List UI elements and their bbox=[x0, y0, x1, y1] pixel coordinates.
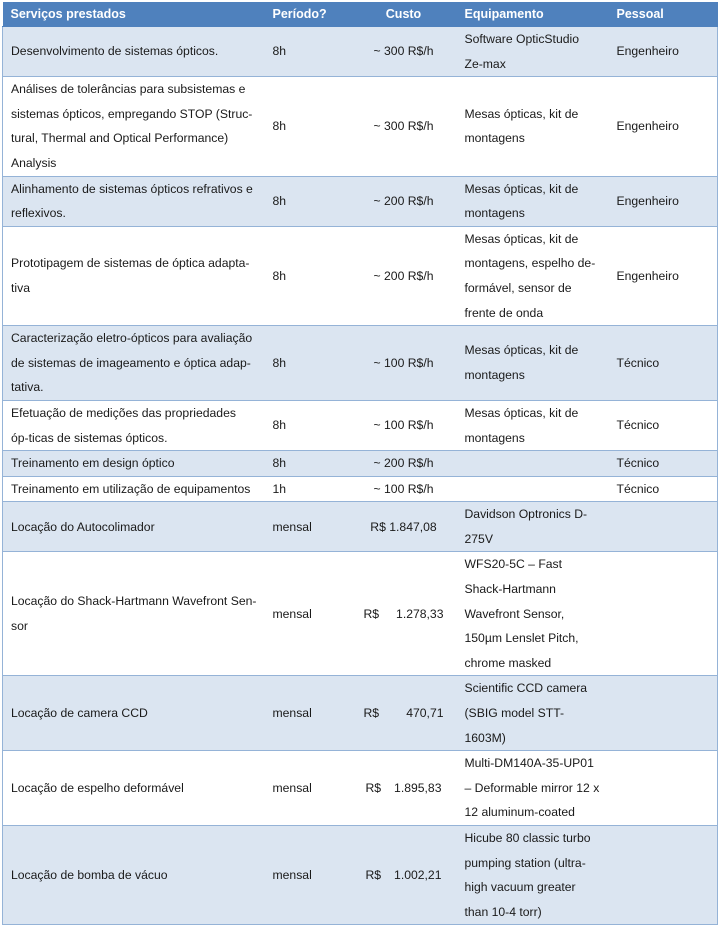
service-cell: Locação do Shack-Hartmann Wavefront Sen-sor bbox=[3, 552, 265, 676]
service-cell: Análises de tolerâncias para subsistemas e sistemas ópticos, empregando STOP (Struc-tural, Thermal and Optical Performance) Analysis bbox=[3, 77, 265, 176]
staff-cell: Técnico bbox=[609, 476, 718, 502]
cost-cell: ~ 200 R$/h bbox=[351, 451, 457, 477]
table-row bbox=[3, 451, 718, 477]
equipment-cell: Scientific CCD camera (SBIG model STT-1603M) bbox=[457, 676, 609, 751]
table-row bbox=[3, 176, 718, 226]
table-row bbox=[3, 676, 718, 751]
period-cell: mensal bbox=[265, 751, 351, 826]
table-row bbox=[3, 826, 718, 925]
period-cell: mensal bbox=[265, 826, 351, 925]
cost-cell: ~ 100 R$/h bbox=[351, 400, 457, 450]
service-cell: Locação do Autocolimador bbox=[3, 502, 265, 552]
table-row bbox=[3, 552, 718, 676]
staff-cell: Engenheiro bbox=[609, 77, 718, 176]
equipment-cell: Davidson Optronics D-275V bbox=[457, 502, 609, 552]
period-cell: 1h bbox=[265, 476, 351, 502]
staff-cell: Técnico bbox=[609, 451, 718, 477]
period-cell: 8h bbox=[265, 176, 351, 226]
cost-amount: 1.002,21 bbox=[394, 867, 442, 882]
equipment-cell: Multi-DM140A-35-UP01 – Deformable mirror 12 x 12 aluminum-coated bbox=[457, 751, 609, 826]
table-row bbox=[3, 226, 718, 325]
service-cell: Alinhamento de sistemas ópticos refrativos e reflexivos. bbox=[3, 176, 265, 226]
equipment-cell bbox=[457, 476, 609, 502]
equipment-cell: Mesas ópticas, kit de montagens bbox=[457, 326, 609, 401]
header-equipment: Equipamento bbox=[457, 2, 609, 27]
service-cell: Caracterização eletro-ópticos para avaliação de sistemas de imageamento e óptica adap-tativa. bbox=[3, 326, 265, 401]
table-row bbox=[3, 77, 718, 176]
table-row bbox=[3, 27, 718, 77]
cost-cell bbox=[351, 826, 457, 925]
staff-cell: Técnico bbox=[609, 326, 718, 401]
cost-cell: ~ 200 R$/h bbox=[351, 226, 457, 325]
period-cell: 8h bbox=[265, 451, 351, 477]
table-row bbox=[3, 476, 718, 502]
period-cell: 8h bbox=[265, 27, 351, 77]
cost-cell: ~ 300 R$/h bbox=[351, 77, 457, 176]
cost-cell: ~ 300 R$/h bbox=[351, 27, 457, 77]
period-cell: mensal bbox=[265, 676, 351, 751]
cost-cell: R$ 1.847,08 bbox=[351, 502, 457, 552]
cost-amount: 1.278,33 bbox=[396, 606, 444, 621]
header-period: Período? bbox=[265, 2, 351, 27]
cost-currency: R$ bbox=[365, 780, 382, 795]
equipment-cell: WFS20-5C – Fast Shack-Hartmann Wavefront Sensor, 150µm Lenslet Pitch, chrome masked bbox=[457, 552, 609, 676]
period-cell: 8h bbox=[265, 226, 351, 325]
service-cell: Treinamento em design óptico bbox=[3, 451, 265, 477]
service-cell: Treinamento em utilização de equipamentos bbox=[3, 476, 265, 502]
equipment-cell: Mesas ópticas, kit de montagens bbox=[457, 176, 609, 226]
staff-cell bbox=[609, 751, 718, 826]
service-cell: Locação de bomba de vácuo bbox=[3, 826, 265, 925]
cost-cell: ~ 100 R$/h bbox=[351, 476, 457, 502]
equipment-cell: Software OpticStudio Ze-max bbox=[457, 27, 609, 77]
table-row bbox=[3, 400, 718, 450]
equipment-cell: Hicube 80 classic turbo pumping station (ultra-high vacuum greater than 10-4 torr) bbox=[457, 826, 609, 925]
staff-cell: Técnico bbox=[609, 400, 718, 450]
cost-cell bbox=[351, 751, 457, 826]
cost-cell bbox=[351, 676, 457, 751]
table-row bbox=[3, 751, 718, 826]
equipment-cell bbox=[457, 451, 609, 477]
staff-cell bbox=[609, 826, 718, 925]
table-row bbox=[3, 502, 718, 552]
header-staff: Pessoal bbox=[609, 2, 718, 27]
header-cost: Custo bbox=[351, 2, 457, 27]
service-cell: Locação de espelho deformável bbox=[3, 751, 265, 826]
cost-currency: R$ bbox=[363, 706, 380, 721]
period-cell: 8h bbox=[265, 326, 351, 401]
staff-cell bbox=[609, 676, 718, 751]
cost-cell bbox=[351, 552, 457, 676]
staff-cell bbox=[609, 552, 718, 676]
staff-cell: Engenheiro bbox=[609, 176, 718, 226]
staff-cell bbox=[609, 502, 718, 552]
cost-amount: 1.895,83 bbox=[394, 780, 442, 795]
cost-currency: R$ bbox=[365, 867, 382, 882]
period-cell: 8h bbox=[265, 77, 351, 176]
service-cell: Locação de camera CCD bbox=[3, 676, 265, 751]
period-cell: 8h bbox=[265, 400, 351, 450]
header-service: Serviços prestados bbox=[3, 2, 265, 27]
cost-cell: ~ 200 R$/h bbox=[351, 176, 457, 226]
header-row bbox=[3, 2, 718, 27]
staff-cell: Engenheiro bbox=[609, 27, 718, 77]
table-row bbox=[3, 326, 718, 401]
cost-cell: ~ 100 R$/h bbox=[351, 326, 457, 401]
service-cell: Desenvolvimento de sistemas ópticos. bbox=[3, 27, 265, 77]
equipment-cell: Mesas ópticas, kit de montagens, espelho de-formável, sensor de frente de onda bbox=[457, 226, 609, 325]
service-cell: Efetuação de medições das propriedades óp-ticas de sistemas ópticos. bbox=[3, 400, 265, 450]
cost-amount: 470,71 bbox=[406, 706, 444, 721]
staff-cell: Engenheiro bbox=[609, 226, 718, 325]
period-cell: mensal bbox=[265, 552, 351, 676]
period-cell: mensal bbox=[265, 502, 351, 552]
equipment-cell: Mesas ópticas, kit de montagens bbox=[457, 77, 609, 176]
service-cell: Prototipagem de sistemas de óptica adapta-tiva bbox=[3, 226, 265, 325]
services-table bbox=[2, 2, 718, 925]
cost-currency: R$ bbox=[363, 606, 380, 621]
equipment-cell: Mesas ópticas, kit de montagens bbox=[457, 400, 609, 450]
